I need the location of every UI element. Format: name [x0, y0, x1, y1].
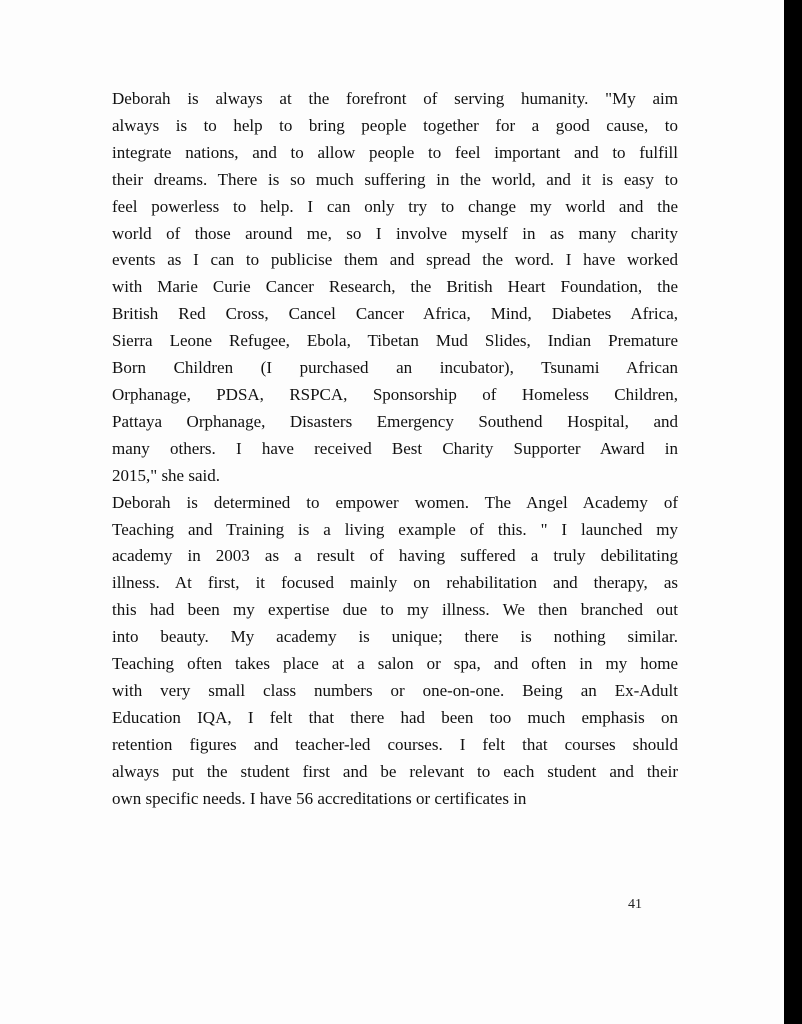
text-line: illness. At first, it focused mainly on rehabilitation and therapy, as	[112, 573, 678, 593]
text-line: Deborah is always at the forefront of serving humanity. "My aim	[112, 89, 678, 108]
text-line: Deborah is determined to empower women. The Angel Academy of	[112, 492, 678, 512]
text-line: Born Children (I purchased an incubator), Tsunami African	[112, 358, 678, 378]
text-line: with Marie Curie Cancer Research, the British Heart Foundation, the	[112, 277, 678, 297]
text-line: this had been my expertise due to my illness. We then branched out	[112, 600, 678, 620]
page-number	[0, 897, 652, 913]
text-line: world of those around me, so I involve myself in as many charity	[112, 223, 678, 243]
text-line: with very small class numbers or one-on-one. Being an Ex-Adult	[112, 680, 678, 700]
text-line: Sierra Leone Refugee, Ebola, Tibetan Mud Slides, Indian Premature	[112, 331, 678, 351]
text-line: British Red Cross, Cancel Cancer Africa, Mind, Diabetes Africa,	[112, 304, 678, 324]
text-line: own specific needs. I have 56 accreditations or certificates in	[112, 788, 527, 808]
text-line: feel powerless to help. I can only try to change my world and the	[112, 196, 678, 216]
screen-edge	[784, 0, 802, 1024]
text-line: Pattaya Orphanage, Disasters Emergency Southend Hospital, and	[112, 411, 678, 431]
text-line: 2015," she said.	[112, 465, 220, 485]
text-line: into beauty. My academy is unique; there is nothing similar.	[112, 627, 678, 647]
text-line: Orphanage, PDSA, RSPCA, Sponsorship of Homeless Children,	[112, 384, 678, 404]
text-line: retention figures and teacher-led courses. I felt that courses should	[112, 734, 678, 754]
text-line: academy in 2003 as a result of having suffered a truly debilitating	[112, 546, 678, 566]
body-text	[112, 86, 678, 812]
paragraph-charity	[112, 86, 678, 490]
text-line: Teaching often takes place at a salon or spa, and often in my home	[112, 654, 678, 674]
paragraph-academy	[112, 490, 678, 813]
text-line: Education IQA, I felt that there had been too much emphasis on	[112, 707, 678, 727]
text-line: events as I can to publicise them and spread the word. I have worked	[112, 250, 678, 270]
page-number-label: 41	[628, 897, 642, 912]
text-line: always put the student first and be relevant to each student and their	[112, 761, 678, 781]
text-line: their dreams. There is so much suffering in the world, and it is easy to	[112, 169, 678, 189]
text-line: integrate nations, and to allow people to feel important and to fulfill	[112, 142, 678, 162]
text-line: many others. I have received Best Charity Supporter Award in	[112, 438, 678, 458]
text-line: always is to help to bring people together for a good cause, to	[112, 115, 678, 135]
text-line: Teaching and Training is a living example of this. " I launched my	[112, 519, 678, 539]
